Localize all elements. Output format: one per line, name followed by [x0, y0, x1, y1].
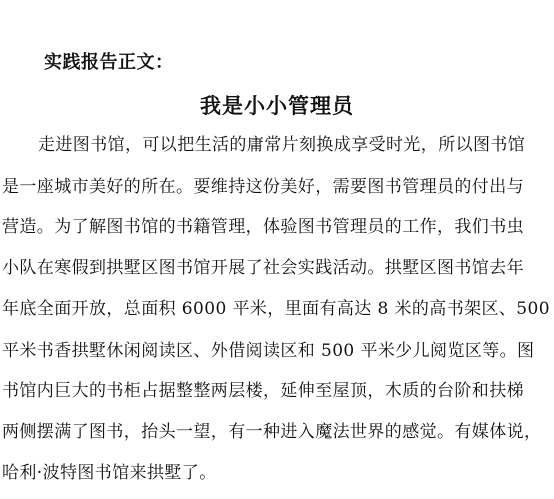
- document-title: 我是小小管理员: [200, 93, 354, 118]
- body-line: 哈利·波特图书馆来拱墅了。: [2, 463, 217, 483]
- report-section-label: 实践报告正文：: [44, 52, 174, 73]
- body-line: 小队在寒假到拱墅区图书馆开展了社会实践活动。拱墅区图书馆去年: [2, 258, 524, 278]
- body-line: 营造。为了解图书馆的书籍管理，体验图书管理员的工作，我们书虫: [2, 217, 524, 237]
- body-line: 是一座城市美好的所在。要维持这份美好，需要图书管理员的付出与: [2, 177, 524, 197]
- body-line: 走进图书馆，可以把生活的庸常片刻换成享受时光，所以图书馆: [38, 135, 526, 155]
- body-line: 平米书香拱墅休闲阅读区、外借阅读区和 500 平米少儿阅览区等。图: [2, 341, 535, 361]
- body-line: 书馆内巨大的书柜占据整整两层楼，延伸至屋顶，木质的台阶和扶梯: [2, 381, 524, 401]
- body-line: 两侧摆满了图书，抬头一望，有一种进入魔法世界的感觉。有媒体说，: [2, 422, 542, 442]
- body-line: 年底全面开放，总面积 6000 平米，里面有高达 8 米的高书架区、500: [2, 299, 550, 319]
